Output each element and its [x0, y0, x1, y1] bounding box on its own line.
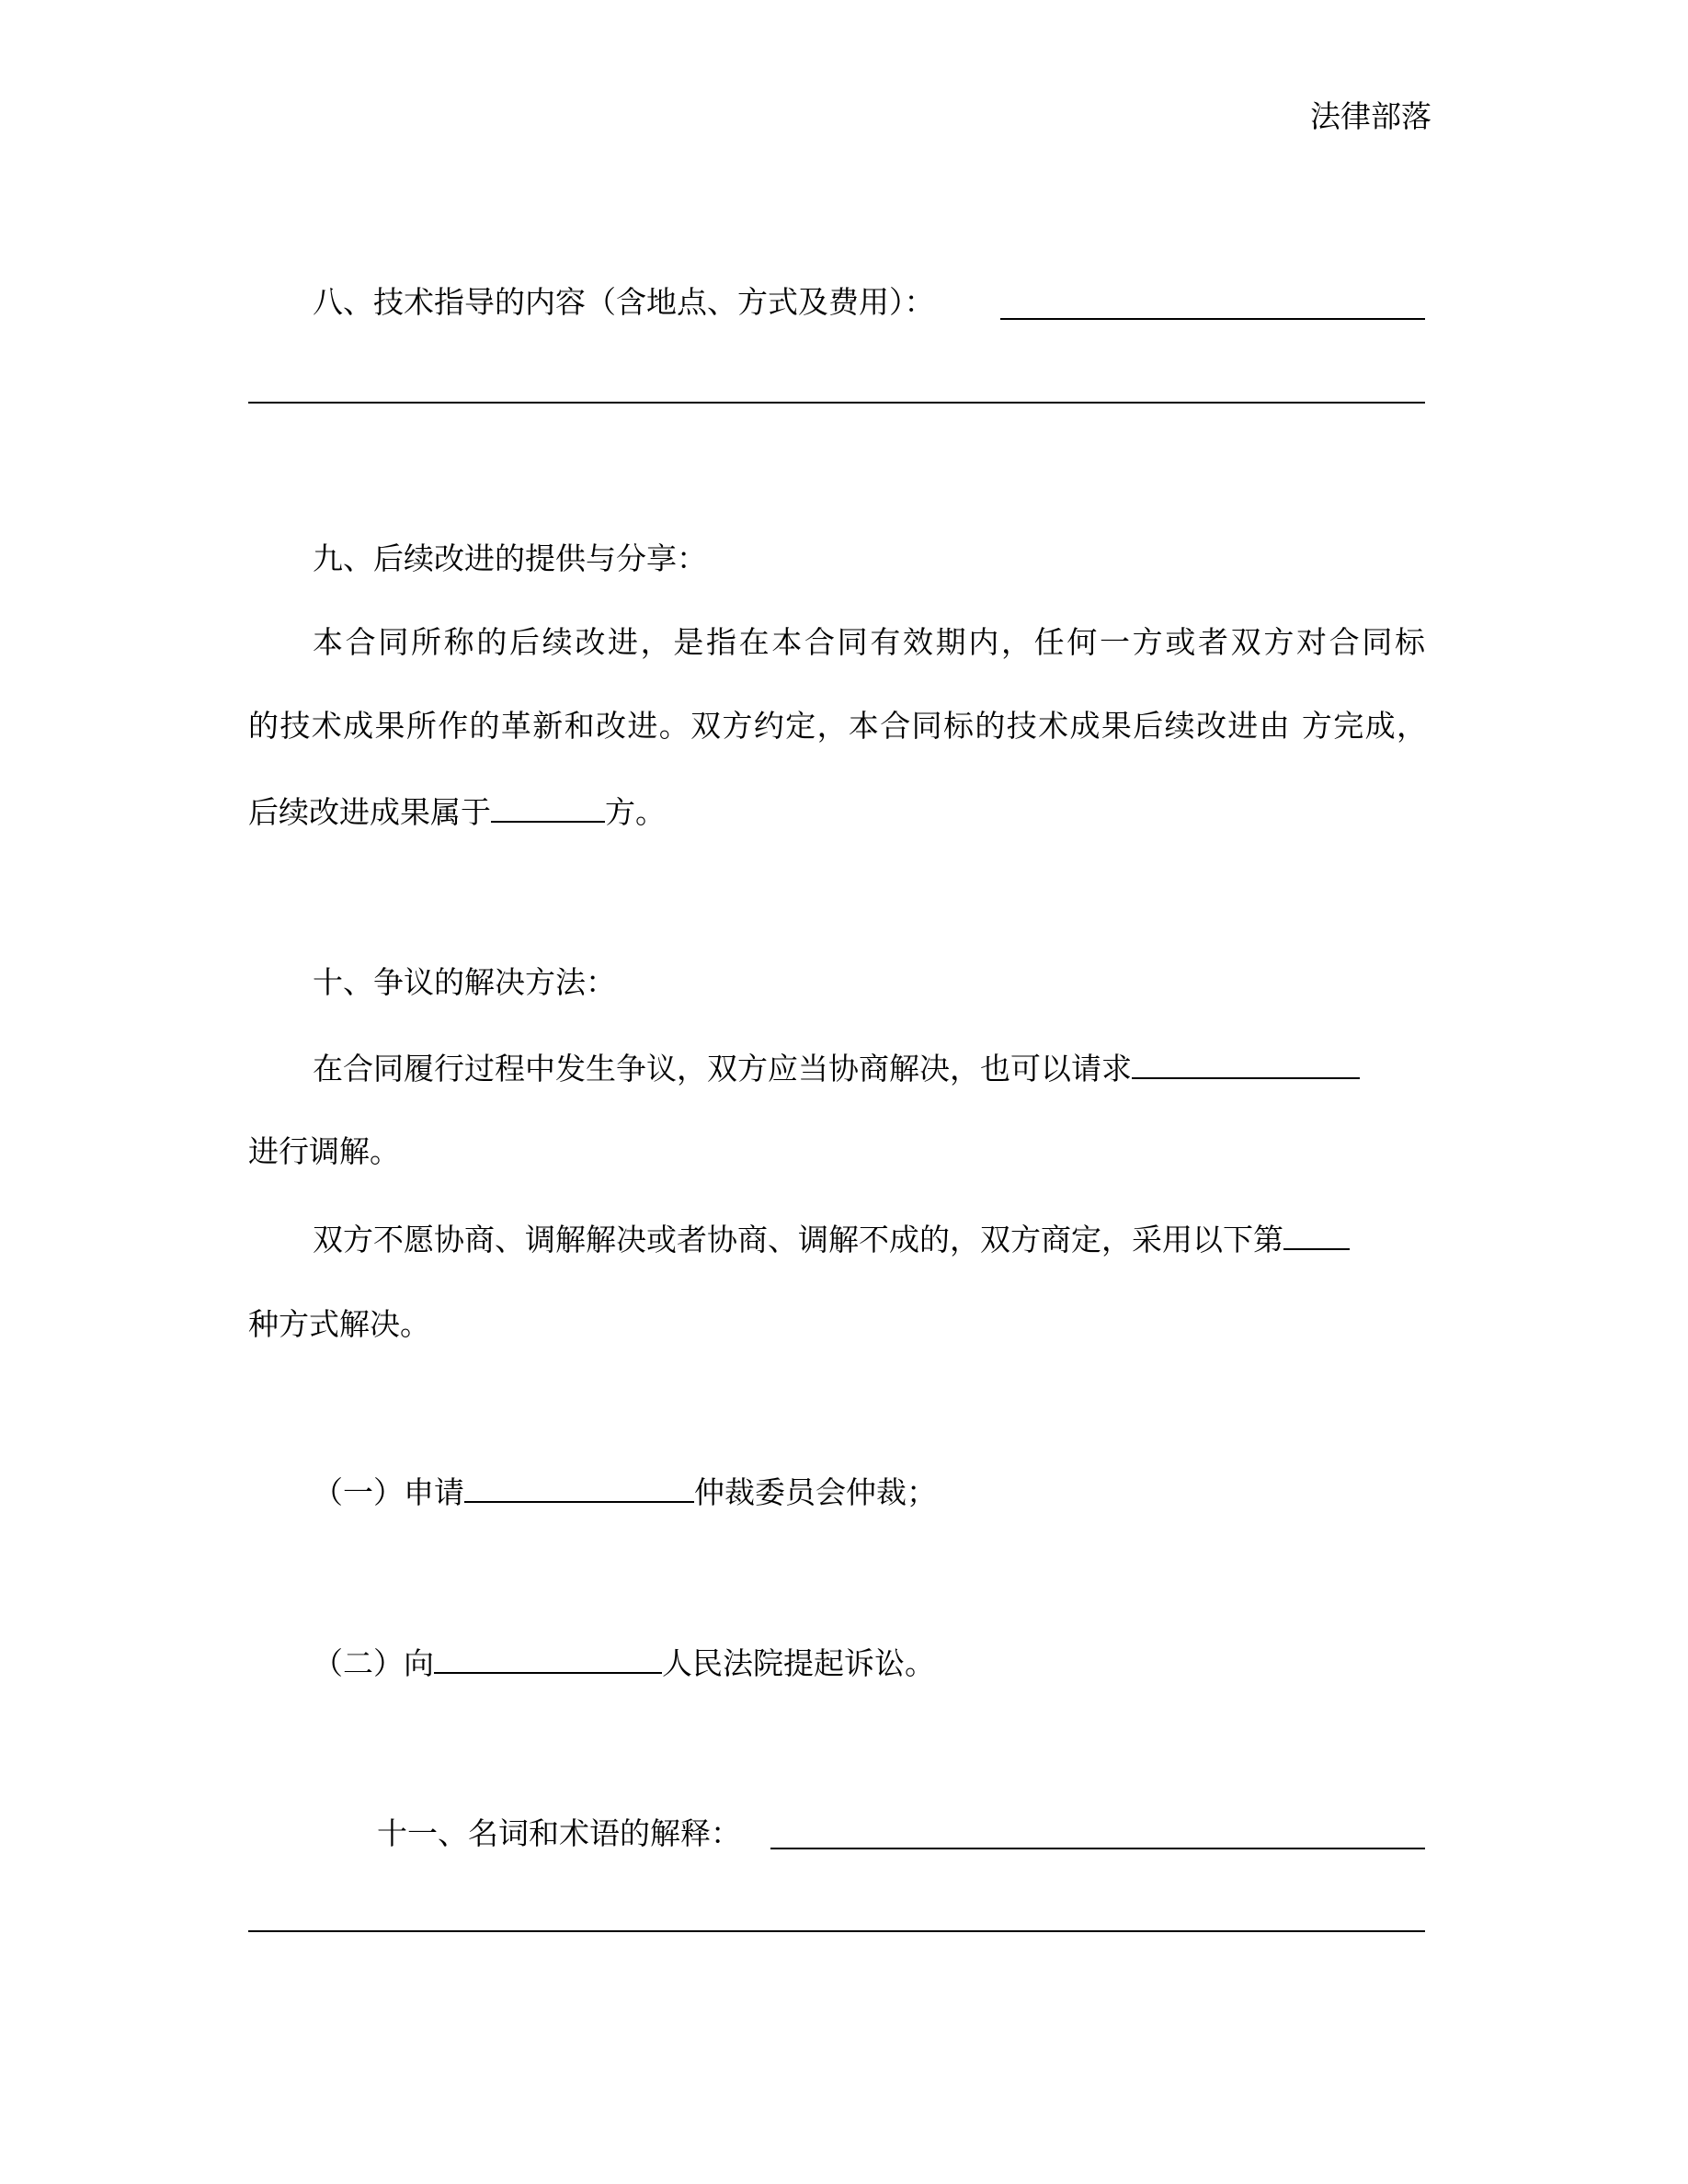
section-10-heading: 十、争议的解决方法： — [313, 964, 616, 1000]
section-10-paragraph-line: 种方式解决。 — [248, 1306, 430, 1342]
section-10-paragraph-line: 双方不愿协商、调解解决或者协商、调解不成的，双方商定，采用以下第 — [313, 1221, 1350, 1258]
fill-blank-mediator[interactable] — [1132, 1050, 1360, 1079]
fill-blank-s8-line2[interactable] — [248, 402, 1425, 404]
section-9-paragraph-line: 本合同所称的后续改进，是指在本合同有效期内，任何一方或者双方对合同标 — [313, 624, 1425, 660]
section-9-paragraph-line: 的技术成果所作的革新和改进。双方约定，本合同标的技术成果后续改进由 方完成， — [248, 708, 1427, 744]
fill-blank-s11-line2[interactable] — [248, 1930, 1425, 1932]
section-9-paragraph-line: 后续改进成果属于 方。 — [248, 794, 666, 830]
option-arbitration: （一）申请 仲裁委员会仲裁； — [313, 1474, 937, 1510]
section-9-heading: 九、后续改进的提供与分享： — [313, 540, 707, 576]
fill-blank-s11-line1[interactable] — [770, 1848, 1425, 1849]
header-brand: 法律部落 — [1310, 98, 1431, 134]
section-8-heading: 八、技术指导的内容（含地点、方式及费用）： — [313, 284, 935, 320]
fill-blank-s8-line1[interactable] — [1000, 318, 1425, 320]
fill-blank-arbitration-commission[interactable] — [464, 1473, 694, 1503]
fill-blank-court[interactable] — [434, 1644, 662, 1674]
fill-blank-method-number[interactable] — [1283, 1221, 1350, 1250]
section-10-paragraph-line: 进行调解。 — [248, 1133, 400, 1169]
option-litigation: （二）向 人民法院提起诉讼。 — [313, 1645, 935, 1681]
section-11-heading: 十一、名词和术语的解释： — [377, 1815, 741, 1851]
section-10-paragraph-line: 在合同履行过程中发生争议，双方应当协商解决，也可以请求 — [313, 1050, 1360, 1087]
fill-blank-owner[interactable] — [491, 793, 605, 823]
